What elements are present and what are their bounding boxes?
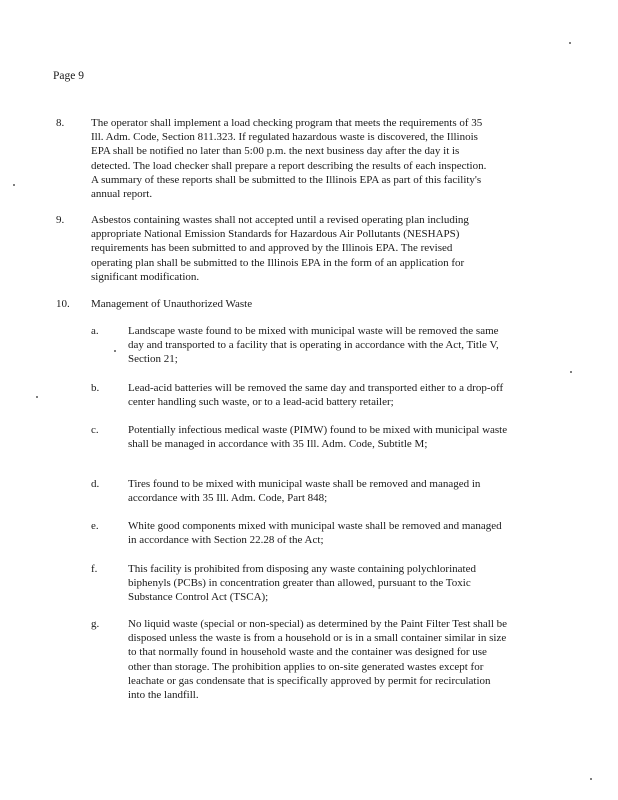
subitem-letter: e. xyxy=(91,520,99,532)
item-heading: Management of Unauthorized Waste xyxy=(91,298,253,310)
item-text: Asbestos containing wastes shall not accepted until a revised operating plan including appropriate National Emission Standards for Hazardous Air Pollutants (NESHAPS) requirements has been submitted to and approved by the Illinois EPA. The revised operating plan shall be submitted to the Illinois EPA in the form of an application for significant modification. xyxy=(91,214,469,283)
subitem-text: White good components mixed with municipal waste shall be removed and managed in accordance with Section 22.28 of the Act; xyxy=(128,520,502,547)
item-number: 8. xyxy=(56,117,65,129)
subitem-text: Landscape waste found to be mixed with municipal waste will be removed the same day and transported to a facility that is operating in accordance with the Act, Title V, Section 21; xyxy=(128,325,499,366)
scan-speck xyxy=(570,371,572,373)
subitem-letter: c. xyxy=(91,424,99,436)
scan-speck xyxy=(114,350,116,352)
subitem-text: No liquid waste (special or non-special) as determined by the Paint Filter Test shall be disposed unless the waste is from a household or is in a small container similar in size to that normally found in household waste and the container was designed for use other than storage. The prohibition applies to on-site generated wastes except for leachate or gas condensate that is specifically approved by permit for recirculation into the landfill. xyxy=(128,618,508,702)
scan-speck xyxy=(36,396,38,398)
subitem-text: Tires found to be mixed with municipal waste shall be removed and managed in accordance with 35 Ill. Adm. Code, Part 848; xyxy=(128,478,481,505)
subitem-letter: b. xyxy=(91,382,100,394)
subitem-text: This facility is prohibited from disposing any waste containing polychlorinated biphenyls (PCBs) in concentration greater than allowed, pursuant to the Toxic Substance Control Act (TSCA); xyxy=(128,563,476,604)
scan-speck xyxy=(13,184,15,186)
subitem-text: Potentially infectious medical waste (PIMW) found to be mixed with municipal waste shall be managed in accordance with 35 Ill. Adm. Code, Subtitle M; xyxy=(128,424,508,451)
subitem-letter: f. xyxy=(91,563,98,575)
page-number: Page 9 xyxy=(53,70,84,82)
item-text: The operator shall implement a load checking program that meets the requirements of 35 Ill. Adm. Code, Section 811.323. If regulated hazardous waste is discovered, the Illinois EPA shall be notified no later than 5:00 p.m. the next business day after the day it is detected. The load checker shall prepare a report describing the results of each inspection. A summary of these reports shall be submitted to the Illinois EPA as part of this facility's annual report. xyxy=(91,117,487,201)
item-number: 9. xyxy=(56,214,65,226)
scan-speck xyxy=(569,42,571,44)
item-number: 10. xyxy=(56,298,70,310)
subitem-letter: g. xyxy=(91,618,100,630)
subitem-letter: a. xyxy=(91,325,99,337)
scan-speck xyxy=(590,778,592,780)
subitem-text: Lead-acid batteries will be removed the same day and transported either to a drop-off center handling such waste, or to a lead-acid battery retailer; xyxy=(128,382,504,409)
subitem-letter: d. xyxy=(91,478,100,490)
